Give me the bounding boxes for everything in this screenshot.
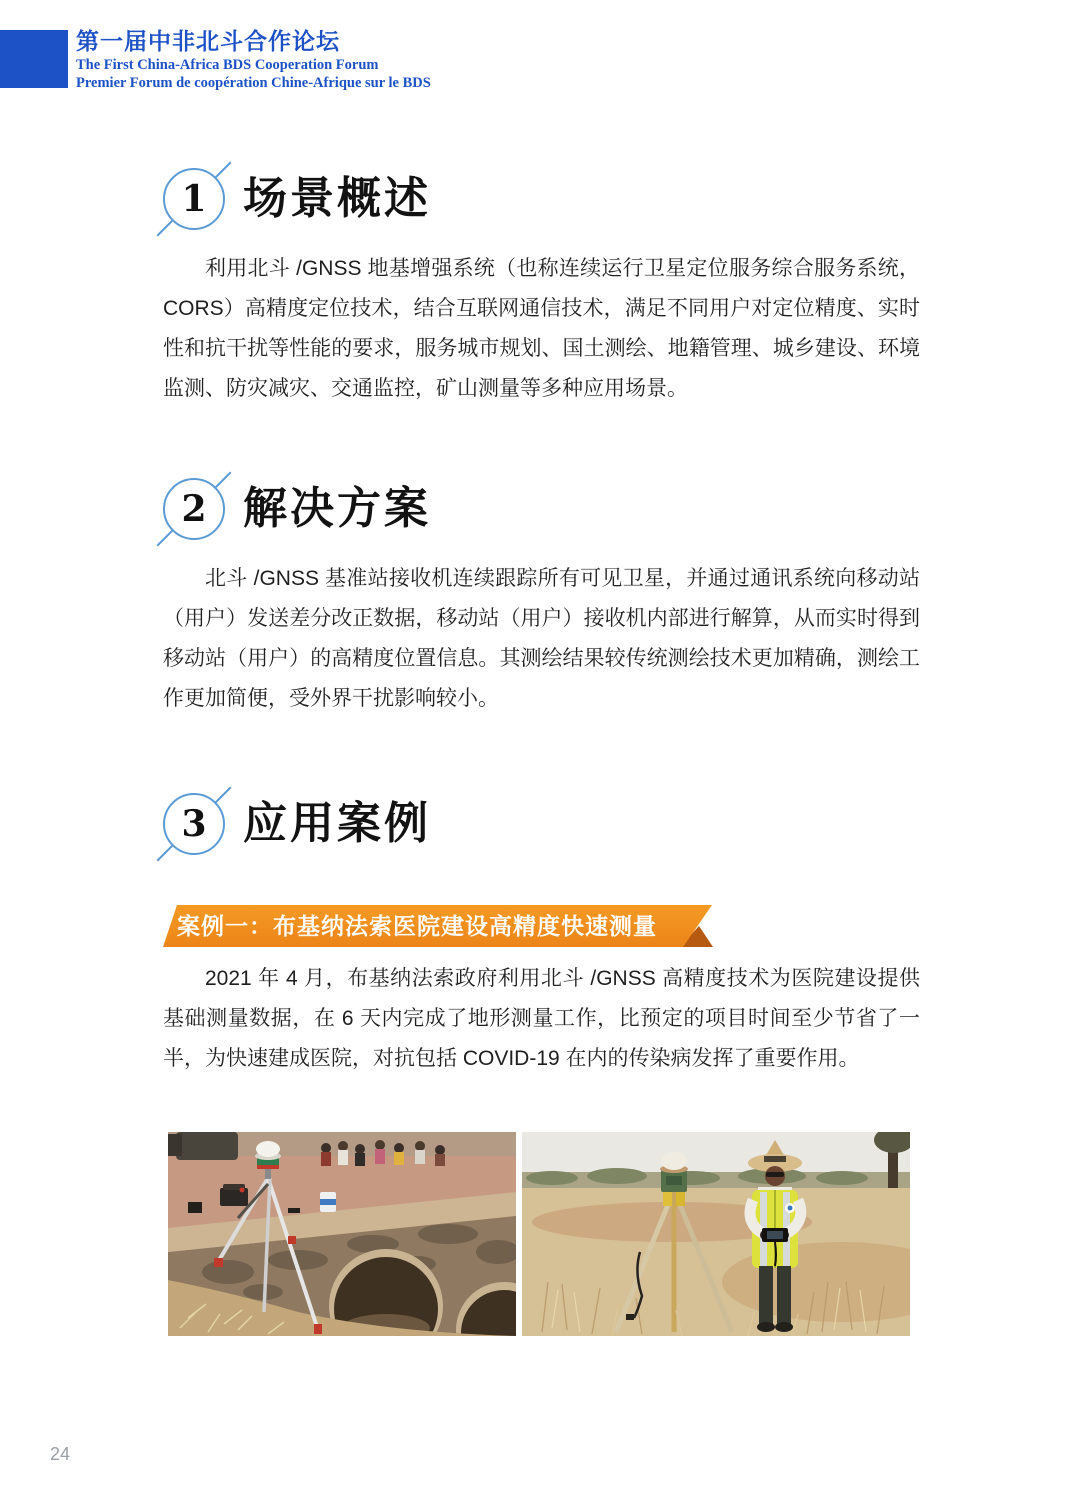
header-title-fr: Premier Forum de coopération Chine-Afrique sur le BDS: [76, 75, 431, 91]
section-number: 1: [181, 178, 207, 220]
section-number-circle: [163, 168, 225, 230]
section-number-circle: [163, 793, 225, 855]
solution-paragraph: 北斗 /GNSS 基准站接收机连续跟踪所有可见卫星，并通过通讯系统向移动站（用户）发送差分改正数据，移动站（用户）接收机内部进行解算，从而实时得到移动站（用户）的高精度位置信息。其测绘结果较传统测绘技术更加精确，测绘工作更加简便，受外界干扰影响较小。: [163, 567, 920, 710]
section-number-badge: [163, 168, 225, 230]
case-photo-field-survey: [522, 1132, 910, 1336]
header-title-zh: 第一届中非北斗合作论坛: [76, 28, 340, 54]
page-header: [76, 27, 431, 91]
section-number-circle: [163, 478, 225, 540]
gnss-antenna: [255, 1141, 281, 1160]
section-title: 应用案例: [243, 799, 431, 848]
total-station-instrument: [660, 1152, 688, 1192]
overview-paragraph: 利用北斗 /GNSS 地基增强系统（也称连续运行卫星定位服务综合服务系统，CORS）高精度定位技术，结合互联网通信技术，满足不同用户对定位精度、实时性和抗干扰等性能的要求，服务城市规划、国土测绘、地籍管理、城乡建设、环境监测、防灾减灾、交通监控，矿山测量等多种应用场景。: [163, 257, 920, 400]
section-heading-solution: [163, 478, 431, 540]
header-title-en: The First China-Africa BDS Cooperation Forum: [76, 57, 379, 73]
section-number-badge: [163, 793, 225, 855]
section-heading-cases: [163, 793, 431, 855]
case-paragraph: 2021 年 4 月，布基纳法索政府利用北斗 /GNSS 高精度技术为医院建设提供基础测量数据，在 6 天内完成了地形测量工作，比预定的项目时间至少节省了一半，为快速建成医院，对抗包括 COVID-19 在内的传染病发挥了重要作用。: [163, 967, 920, 1070]
section-number: 3: [181, 803, 207, 845]
section-heading-overview: [163, 168, 431, 230]
case-photo-culvert-survey: [168, 1132, 516, 1336]
page-number: 24: [50, 1444, 71, 1464]
section-number-badge: [163, 478, 225, 540]
field-survey-photo: [522, 1132, 910, 1336]
culvert-survey-photo: [168, 1132, 516, 1336]
case-banner-ribbon: [163, 905, 723, 947]
section-title: 场景概述: [243, 174, 431, 223]
section-number: 2: [181, 488, 207, 530]
case-banner-title: 案例一：布基纳法索医院建设高精度快速测量: [177, 913, 657, 939]
header-accent-square: [0, 30, 68, 88]
section-title: 解决方案: [243, 484, 431, 533]
